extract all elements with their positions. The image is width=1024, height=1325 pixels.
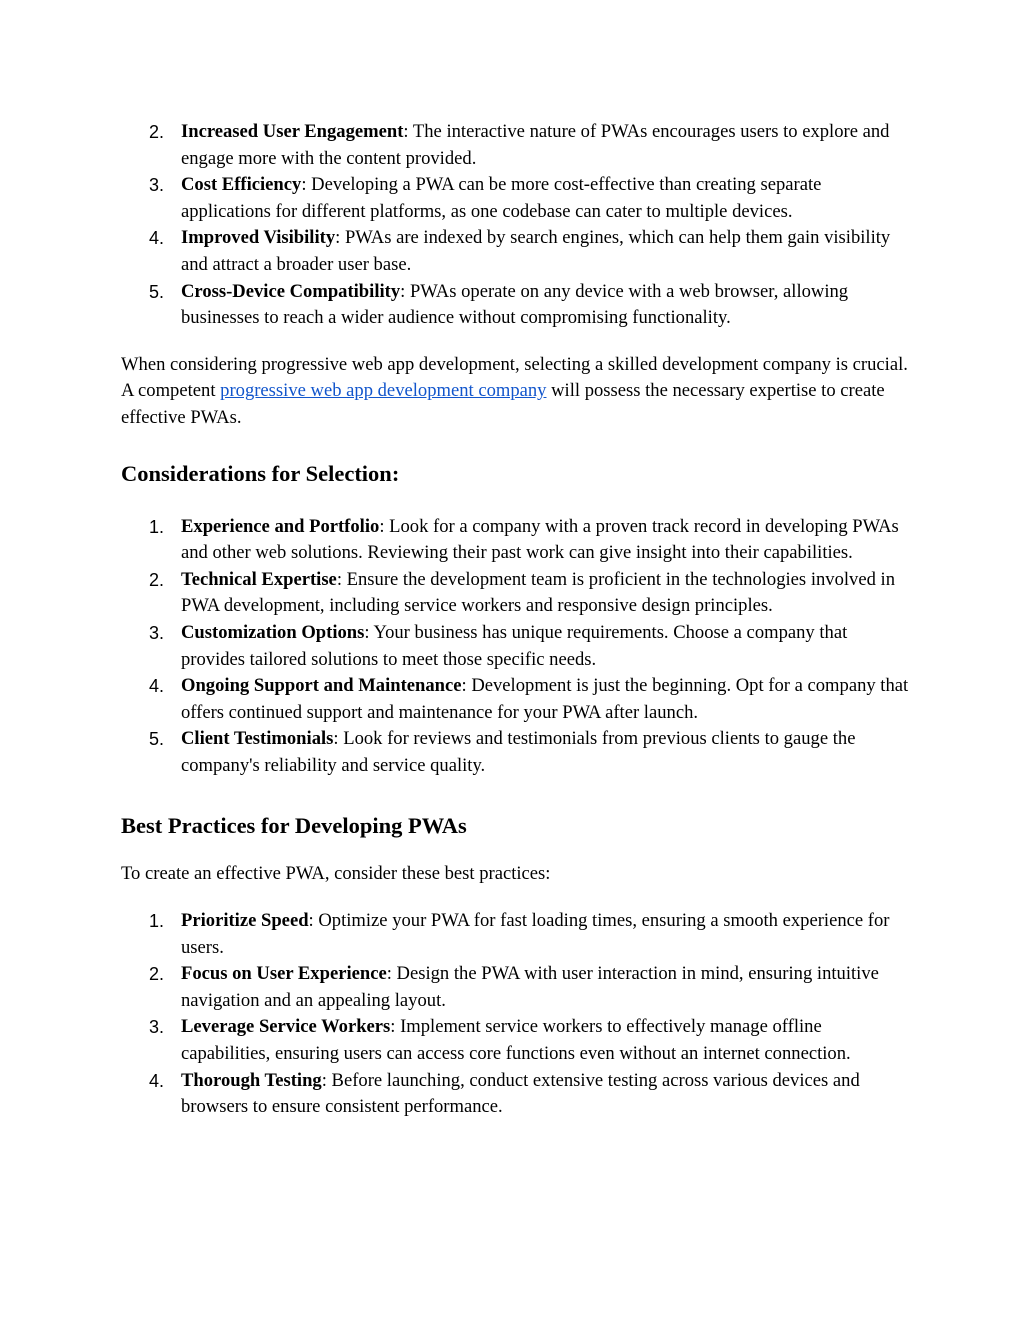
- list-item: [121, 225, 911, 278]
- list-item-text: : Optimize your PWA for fast loading times, ensuring a smooth experience for users.: [181, 910, 890, 958]
- list-item: [121, 1068, 911, 1121]
- list-item-title: Cost Efficiency: [181, 174, 302, 196]
- list-item-text: : Development is just the beginning. Opt for a company that offers continued support and maintenance for your PWA after launch.: [181, 675, 909, 723]
- list-item-title: Increased User Engagement: [181, 121, 404, 142]
- list-item-text: : Look for a company with a proven track record in developing PWAs and other web solutions. Reviewing their past work can give insight into their capabilities.: [181, 515, 899, 564]
- list-number: 3.: [149, 1017, 165, 1038]
- list-item-text: : Ensure the development team is proficient in the technologies involved in PWA development, including service workers and responsive design principles.: [181, 568, 895, 617]
- list-item: [121, 119, 911, 172]
- practices-heading: Best Practices for Developing PWAs: [121, 813, 467, 839]
- list-item: [121, 726, 911, 779]
- list-item: [121, 620, 911, 673]
- list-item: [121, 514, 911, 567]
- list-item: [121, 961, 911, 1014]
- list-item: [121, 172, 911, 225]
- list-item: [121, 908, 911, 961]
- list-number: 4.: [149, 1070, 165, 1091]
- list-number: 2.: [149, 569, 165, 590]
- selection-list: [121, 514, 911, 780]
- selection-heading: Considerations for Selection:: [121, 460, 400, 486]
- practices-intro: To create an effective PWA, consider these best practices:: [121, 863, 551, 885]
- list-item-title: Focus on User Experience: [181, 963, 387, 985]
- document-page: [121, 119, 911, 1121]
- list-number: 4.: [149, 676, 165, 697]
- list-item-title: Client Testimonials: [181, 728, 334, 750]
- list-item-text: : PWAs operate on any device with a web browser, allowing businesses to reach a wider audience without compromising functionality.: [181, 280, 849, 329]
- company-link[interactable]: progressive web app development company: [220, 380, 547, 402]
- list-number: 1.: [149, 911, 165, 932]
- list-number: 5.: [149, 281, 165, 302]
- list-item-text: : Implement service workers to effectively manage offline capabilities, ensuring users can access core functions even without an internet connection.: [181, 1016, 851, 1065]
- list-item-title: Prioritize Speed: [181, 910, 309, 932]
- list-item-text: : Look for reviews and testimonials from previous clients to gauge the company's reliability and service quality.: [181, 728, 856, 776]
- list-item-title: Thorough Testing: [181, 1069, 322, 1091]
- list-number: 4.: [149, 228, 165, 249]
- benefits-list: [121, 119, 911, 332]
- list-item: [121, 567, 911, 620]
- list-item-text: : Your business has unique requirements. Choose a company that provides tailored solutions to meet those specific needs.: [181, 621, 848, 670]
- list-item-title: Experience and Portfolio: [181, 515, 380, 537]
- intro-text-after: will possess the necessary expertise to create effective PWAs.: [121, 380, 885, 428]
- list-item-title: Technical Expertise: [181, 568, 337, 590]
- list-number: 2.: [149, 964, 165, 985]
- list-item-text: : The interactive nature of PWAs encourages users to explore and engage more with the content provided.: [181, 121, 890, 169]
- list-number: 3.: [149, 622, 165, 643]
- list-item-text: : Developing a PWA can be more cost-effective than creating separate applications for different platforms, as one codebase can cater to multiple devices.: [181, 174, 822, 222]
- list-item-title: Customization Options: [181, 621, 365, 643]
- list-item-title: Ongoing Support and Maintenance: [181, 675, 462, 697]
- list-item: [121, 279, 911, 332]
- list-number: 3.: [149, 175, 165, 196]
- list-item: [121, 1014, 911, 1067]
- intro-paragraph: [121, 352, 911, 432]
- list-number: 5.: [149, 729, 165, 750]
- list-item: [121, 673, 911, 726]
- list-item-title: Cross-Device Compatibility: [181, 280, 401, 302]
- list-number: 2.: [149, 122, 165, 142]
- list-item-text: : Design the PWA with user interaction in mind, ensuring intuitive navigation and an appealing layout.: [181, 963, 879, 1011]
- list-number: 1.: [149, 516, 165, 537]
- list-item-title: Improved Visibility: [181, 227, 336, 249]
- practices-list: [121, 908, 911, 1121]
- list-item-text: : Before launching, conduct extensive testing across various devices and browsers to ensure consistent performance.: [181, 1069, 860, 1118]
- list-item-text: : PWAs are indexed by search engines, which can help them gain visibility and attract a broader user base.: [181, 227, 891, 275]
- intro-text-before: When considering progressive web app development, selecting a skilled development company is crucial. A competent: [121, 353, 908, 402]
- list-item-title: Leverage Service Workers: [181, 1016, 391, 1038]
